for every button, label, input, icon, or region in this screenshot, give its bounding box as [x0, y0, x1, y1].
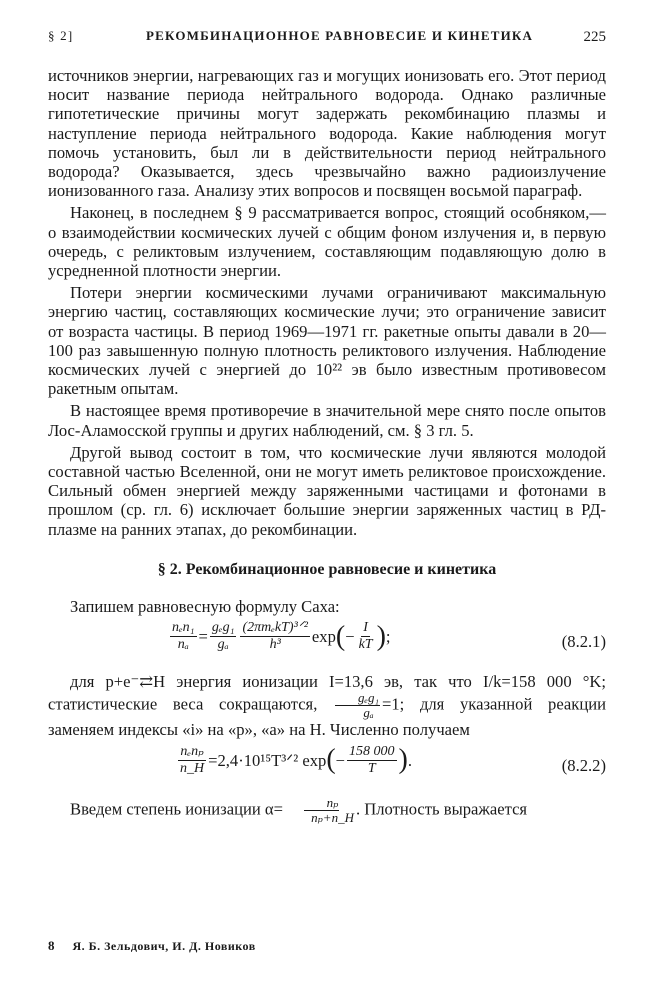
intro-line: Запишем равновесную формулу Саха:	[70, 597, 340, 617]
statweight-inline-fraction: $\frac{\text{gₑg₁}}{\text{gₐ}}$	[335, 691, 380, 720]
header-title: РЕКОМБИНАЦИОННОЕ РАВНОВЕСИЕ И КИНЕТИКА	[146, 28, 534, 43]
eq2-middle: =2,4·10¹⁵T³ᐟ² exp	[208, 750, 327, 770]
eq2-lhs-fraction: $\frac{\text{nₑnₚ}}{n\_H}$	[180, 743, 205, 776]
eq2-energy-fraction: $\frac{158 000}{T}$	[349, 743, 395, 776]
eq1-exp: exp	[311, 627, 336, 647]
eq1-statweight-fraction: $\frac{\text{gₑg₁}}{\text{gₐ}}$	[211, 620, 235, 653]
paragraph-5: Другой вывод состоит в том, что космические лучи являются молодой составной частью Вселенной, они не могут иметь реликтовое происхождение. Сильный обмен энергией между заряженными частицами и фотонами в прошлом (ср. гл. 6) исключает большие энергии заряженных частиц в РД-плазме на ранних этапах, до рекомбинации.	[48, 442, 606, 539]
ionization-fraction: $\frac{\text{nₚ}}{\text{nₚ+n\_H}}$	[289, 796, 354, 825]
equation-8-2-2	[48, 744, 606, 788]
ionization-degree-line: Введем степень ионизации α= $\frac{\text{nₚ}}{\text{nₚ+n\_H}}$ . Плотность выражается	[70, 794, 528, 825]
paragraph-4: В настоящее время противоречие в значительной мере снято после опытов Лос-Аламосской группы и других наблюдений, см. § 3 гл. 5.	[48, 401, 606, 440]
section-heading: § 2. Рекомбинационное равновесие и кинетика	[157, 560, 497, 578]
page-number: 225	[583, 29, 606, 45]
after-equation-1: для p+e⁻⇄H энергия ионизации I=13,6 эв, так что I/k=158 000 °K; статистические веса сокращаются, $\frac{\text{gₑg₁}}{\text{gₐ}}$ =1; для указанной реакции заменяем индексы «i» на «p», «a» на H. Численно получаем	[48, 672, 606, 740]
signature-mark: 8	[48, 938, 55, 953]
page-body	[48, 66, 606, 828]
header-section: § 2]	[48, 28, 74, 43]
page-footer	[48, 938, 256, 954]
paragraph-3: Потери энергии космическими лучами ограничивают максимальную энергию частиц, составляющих космические лучи; это ограничение зависит от возраста частицы. В период 1969—1971 гг. ракетные опыты давали в 20—100 раз завышенную полную плотность реликтового излучения. Наблюдение космических лучей с энергией до 10²² эв было известным противовесом ракетным опытам.	[48, 283, 606, 399]
equation-number-2: (8.2.2)	[561, 755, 606, 775]
paragraph-1: источников энергии, нагревающих газ и могущих ионизовать его. Этот период носит название периода нейтрального водорода. Однако различные гипотетические причины могут задержать рекомбинацию плазмы и наступление периода нейтрального водорода. Какие наблюдения могут помочь установить, был ли в действительности период нейтрального водорода? Оказывается, здесь чрезвычайно важно радиоизлучение ионизованного газа. Анализу этих вопросов и посвящен восьмой параграф.	[48, 66, 606, 201]
equation-8-2-1	[48, 620, 606, 664]
running-header	[48, 26, 606, 48]
eq1-lhs-fraction: $\frac{\text{nₑn₁}}{\text{nₐ}}$	[172, 620, 195, 653]
saha-formula: $\frac{\text{nₑn₁}}{\text{nₐ}}$ = $\frac{\text{gₑg₁}}{\text{gₐ}}$ $\frac{\text{(2πmₑkT)³ᐟ²}}{\text{h³}}$ exp ( − $\frac{I}{kT}$ ) ;	[172, 620, 391, 653]
footer-authors: Я. Б. Зельдович, И. Д. Новиков	[72, 939, 256, 953]
eq1-thermal-fraction: $\frac{\text{(2πmₑkT)³ᐟ²}}{\text{h³}}$	[242, 620, 308, 653]
eq1-energy-fraction: $\frac{I}{kT}$	[358, 620, 373, 653]
paragraph-2: Наконец, в последнем § 9 рассматривается вопрос, стоящий особняком,— о взаимодействии космических лучей с общим фоном излучения и, в первую очередь, с реликтовым излучением, составляющим подавляющую долю в усредненной плотности энергии.	[48, 203, 606, 281]
numeric-saha-formula: $\frac{\text{nₑnₚ}}{n\_H}$ =2,4·10¹⁵T³ᐟ² exp ( − $\frac{158 000}{T}$ ) .	[180, 743, 412, 776]
equation-number-1: (8.2.1)	[561, 632, 606, 652]
